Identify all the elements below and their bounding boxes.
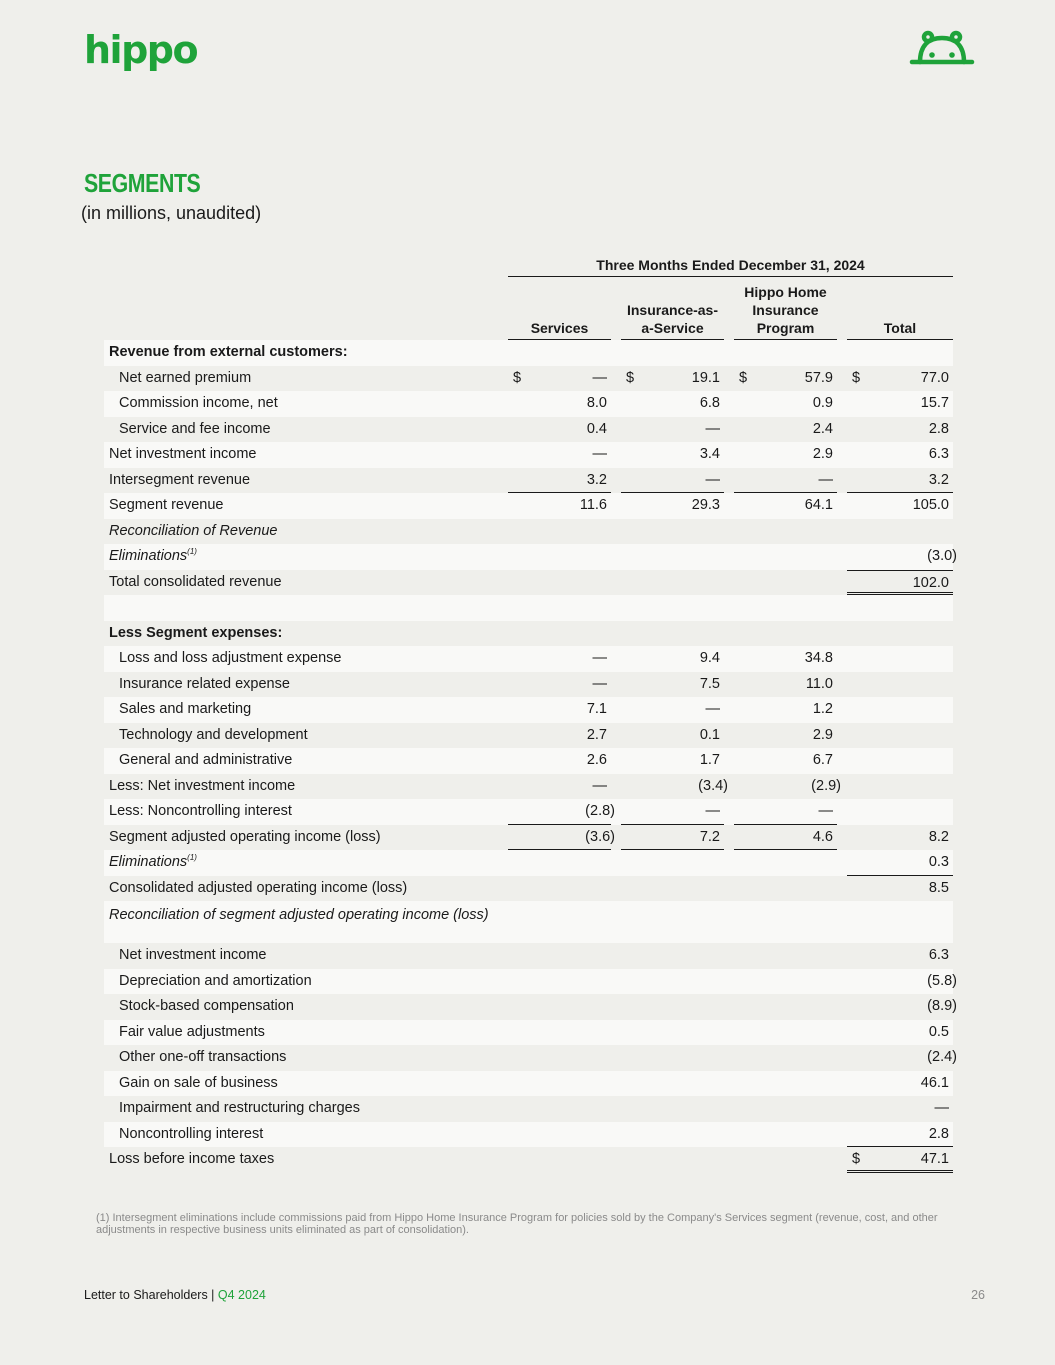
cell-value: —	[705, 701, 720, 717]
table-row	[104, 1020, 953, 1046]
cell-col-3	[734, 595, 837, 621]
cell-col-4	[847, 417, 953, 443]
cell-col-3	[734, 994, 837, 1020]
cell-value: 8.5	[928, 879, 949, 896]
cell-col-4	[847, 621, 953, 647]
cell-value: 9.4	[699, 650, 720, 666]
hippo-logo: hippo	[84, 28, 198, 72]
cell-col-1	[508, 723, 611, 749]
table-row	[104, 340, 953, 366]
cell-col-3	[734, 340, 837, 366]
row-label: Less Segment expenses:	[109, 624, 283, 641]
cell-value: 6.7	[812, 752, 833, 768]
cell-col-3	[734, 1122, 837, 1148]
row-label: Eliminations$^{(1)}$	[109, 853, 197, 870]
row-label: Insurance related expense	[119, 675, 290, 692]
cell-value: 57.9	[804, 369, 833, 386]
cell-value: 105.0	[912, 497, 949, 513]
cell-col-3	[734, 646, 837, 672]
cell-value: 6.3	[928, 446, 949, 462]
cell-col-4	[847, 391, 953, 417]
row-label: Less: Noncontrolling interest	[109, 803, 292, 819]
cell-col-2	[621, 1122, 724, 1148]
cell-col-3	[734, 1071, 837, 1097]
table-row	[104, 748, 953, 774]
cell-value: (3.0)	[927, 548, 957, 564]
cell-col-2	[621, 340, 724, 366]
cell-value: (2.8)	[585, 803, 615, 819]
cell-col-4	[847, 901, 953, 927]
cell-col-4	[847, 646, 953, 672]
cell-value: —	[934, 1100, 949, 1116]
hippo-head-icon	[908, 28, 976, 68]
cell-col-1	[508, 672, 611, 698]
cell-value: 0.9	[812, 395, 833, 411]
footer-title	[84, 1288, 266, 1302]
row-label: General and administrative	[119, 752, 293, 768]
cell-value: 64.1	[804, 497, 833, 513]
period-header: Three Months Ended December 31, 2024	[508, 254, 953, 277]
table-row	[104, 595, 953, 621]
cell-col-2	[621, 876, 724, 902]
table-row	[104, 994, 957, 1020]
page-title: SEGMENTS	[84, 168, 201, 198]
cell-col-4	[847, 672, 953, 698]
table-row	[104, 969, 957, 995]
cell-col-4	[847, 442, 953, 468]
row-label: Other one-off transactions	[119, 1049, 287, 1065]
cell-value: (2.9)	[811, 777, 841, 794]
cell-col-4	[847, 1020, 953, 1046]
cell-col-1	[508, 799, 615, 825]
cell-col-3	[734, 723, 837, 749]
currency-sign: $	[626, 369, 635, 386]
cell-col-1	[508, 697, 611, 723]
cell-col-3	[734, 825, 837, 851]
table-row	[104, 901, 953, 943]
cell-col-3	[734, 672, 837, 698]
table-row	[104, 799, 953, 825]
cell-col-2	[621, 697, 724, 723]
cell-value: —	[705, 471, 720, 488]
row-label: Depreciation and amortization	[119, 972, 312, 989]
page-subtitle: (in millions, unaudited)	[81, 203, 262, 223]
cell-col-2	[621, 442, 724, 468]
footnote: (1) Intersegment eliminations include commissions paid from Hippo Home Insurance Program for policies sold by the Company's Services segment (revenue, cost, and other adjustments in respective business units eliminated as part of consolidation).	[96, 1212, 938, 1236]
cell-col-3	[734, 969, 837, 995]
cell-col-3	[734, 493, 837, 519]
table-row	[104, 876, 953, 902]
table-row	[104, 646, 953, 672]
cell-col-3	[734, 417, 837, 443]
cell-col-1	[508, 994, 611, 1020]
table-row	[104, 1147, 953, 1173]
cell-value: 8.2	[928, 828, 949, 845]
cell-value: —	[705, 420, 720, 437]
cell-col-3	[734, 1147, 837, 1173]
currency-sign: $	[852, 369, 861, 386]
cell-col-3	[734, 544, 837, 570]
cell-col-4	[847, 799, 953, 825]
row-label: Segment adjusted operating income (loss)	[109, 828, 381, 845]
cell-col-4	[847, 748, 953, 774]
cell-value: 2.8	[928, 420, 949, 437]
cell-col-2	[621, 672, 724, 698]
cell-col-1	[508, 876, 611, 902]
cell-col-2	[621, 901, 724, 927]
cell-col-2	[621, 994, 724, 1020]
cell-value: —	[592, 675, 607, 692]
cell-value: (5.8)	[927, 972, 957, 989]
row-label: Fair value adjustments	[119, 1023, 265, 1040]
table-row	[104, 391, 953, 417]
cell-col-1	[508, 519, 611, 545]
row-label: Gain on sale of business	[119, 1074, 278, 1091]
cell-value: —	[592, 446, 607, 462]
table-row	[104, 825, 953, 851]
cell-col-1	[508, 969, 611, 995]
table-row	[104, 850, 953, 876]
cell-col-3	[734, 774, 841, 800]
cell-value: —	[592, 777, 607, 794]
column-header: Hippo Home Insurance Program	[734, 283, 837, 340]
cell-value: 1.7	[699, 752, 720, 768]
row-label: Noncontrolling interest	[119, 1125, 264, 1142]
cell-col-2	[621, 366, 724, 392]
table-row	[104, 774, 953, 800]
footer-doc-name: Letter to Shareholders |	[84, 1288, 218, 1302]
cell-col-3	[734, 876, 837, 902]
cell-col-1	[508, 825, 615, 851]
cell-col-1	[508, 417, 611, 443]
cell-value: 0.5	[928, 1023, 949, 1040]
table-row	[104, 1096, 953, 1122]
cell-col-2	[621, 1147, 724, 1173]
cell-value: 77.0	[920, 369, 949, 386]
cell-value: 47.1	[920, 1151, 949, 1167]
row-label: Consolidated adjusted operating income (loss)	[109, 879, 408, 896]
row-label: Eliminations$^{(1)}$	[109, 547, 197, 564]
cell-value: 11.6	[579, 497, 607, 513]
column-header: Total	[847, 319, 953, 340]
cell-col-3	[734, 366, 837, 392]
cell-col-2	[621, 544, 724, 570]
table-row	[104, 544, 957, 570]
cell-value: 1.2	[812, 701, 833, 717]
cell-col-4	[847, 994, 957, 1020]
cell-col-3	[734, 799, 837, 825]
cell-value: 3.4	[699, 446, 720, 462]
table-row	[104, 519, 953, 545]
table-row	[104, 1071, 953, 1097]
cell-col-1	[508, 748, 611, 774]
cell-value: (3.6)	[585, 828, 615, 845]
table-row	[104, 723, 953, 749]
cell-col-1	[508, 544, 611, 570]
cell-col-3	[734, 1096, 837, 1122]
cell-col-1	[508, 1122, 611, 1148]
cell-col-3	[734, 442, 837, 468]
cell-col-2	[621, 1020, 724, 1046]
cell-value: —	[705, 803, 720, 819]
cell-col-4	[847, 943, 953, 969]
cell-col-2	[621, 943, 724, 969]
cell-value: (8.9)	[927, 998, 957, 1014]
table-row	[104, 493, 953, 519]
cell-value: 2.6	[586, 752, 607, 768]
cell-col-2	[621, 850, 724, 876]
cell-col-2	[621, 570, 724, 596]
row-label: Reconciliation of segment adjusted operating income (loss)	[109, 907, 489, 923]
cell-col-4	[847, 850, 953, 876]
row-label: Net investment income	[119, 947, 267, 963]
cell-value: 11.0	[805, 675, 833, 692]
cell-col-3	[734, 1020, 837, 1046]
cell-value: —	[592, 369, 607, 386]
cell-col-4	[847, 825, 953, 851]
cell-col-1	[508, 621, 611, 647]
cell-col-1	[508, 1071, 611, 1097]
row-label: Intersegment revenue	[109, 471, 251, 488]
cell-col-4	[847, 723, 953, 749]
cell-value: 6.8	[699, 395, 720, 411]
cell-col-3	[734, 943, 837, 969]
table-row	[104, 570, 953, 596]
cell-col-4	[847, 366, 953, 392]
table-row	[104, 672, 953, 698]
table-row	[104, 417, 953, 443]
cell-col-2	[621, 468, 724, 494]
cell-col-4	[847, 519, 953, 545]
cell-value: 2.8	[928, 1125, 949, 1142]
cell-col-2	[621, 969, 724, 995]
cell-col-4	[847, 595, 953, 621]
row-label: Segment revenue	[109, 497, 224, 513]
row-label: Impairment and restructuring charges	[119, 1100, 360, 1116]
cell-col-1	[508, 1020, 611, 1046]
footer-quarter: Q4 2024	[217, 1288, 266, 1302]
table-row	[104, 943, 953, 969]
cell-col-4	[847, 1045, 957, 1071]
cell-col-2	[621, 621, 724, 647]
cell-col-3	[734, 748, 837, 774]
cell-col-1	[508, 1045, 611, 1071]
table-row	[104, 366, 953, 392]
cell-col-4	[847, 774, 953, 800]
row-label: Technology and development	[119, 726, 308, 743]
cell-col-4	[847, 340, 953, 366]
cell-col-2	[621, 799, 724, 825]
cell-value: 29.3	[691, 497, 720, 513]
cell-value: (2.4)	[927, 1049, 957, 1065]
cell-col-2	[621, 595, 724, 621]
row-label: Sales and marketing	[119, 701, 252, 717]
cell-col-3	[734, 901, 837, 927]
table-row	[104, 1045, 957, 1071]
cell-col-1	[508, 901, 611, 927]
row-label: Service and fee income	[119, 420, 271, 437]
cell-col-4	[847, 1147, 953, 1173]
cell-col-1	[508, 340, 611, 366]
cell-col-4	[847, 1122, 953, 1148]
page-number: 26	[971, 1288, 985, 1302]
cell-col-2	[621, 774, 728, 800]
cell-col-1	[508, 570, 611, 596]
table-row	[104, 1122, 953, 1148]
cell-col-2	[621, 1096, 724, 1122]
cell-col-1	[508, 850, 611, 876]
row-label: Loss and loss adjustment expense	[119, 650, 342, 666]
cell-col-4	[847, 697, 953, 723]
row-label: Less: Net investment income	[109, 777, 296, 794]
table-row	[104, 442, 953, 468]
cell-col-1	[508, 774, 611, 800]
table-row	[104, 468, 953, 494]
currency-sign: $	[513, 369, 522, 386]
cell-value: (3.4)	[698, 777, 728, 794]
table-row	[104, 621, 953, 647]
currency-sign: $	[852, 1151, 861, 1167]
cell-col-1	[508, 943, 611, 969]
cell-col-1	[508, 391, 611, 417]
cell-value: 3.2	[928, 471, 949, 488]
cell-col-4	[847, 1071, 953, 1097]
cell-value: —	[818, 803, 833, 819]
row-label: Net earned premium	[119, 369, 252, 386]
row-label: Net investment income	[109, 446, 257, 462]
cell-col-4	[847, 544, 957, 570]
cell-col-4	[847, 468, 953, 494]
cell-value: 2.7	[586, 726, 607, 743]
cell-col-2	[621, 825, 724, 851]
cell-col-2	[621, 519, 724, 545]
cell-col-3	[734, 391, 837, 417]
cell-col-2	[621, 646, 724, 672]
cell-col-1	[508, 493, 611, 519]
cell-value: 0.4	[586, 420, 607, 437]
cell-col-4	[847, 1096, 953, 1122]
row-label: Loss before income taxes	[109, 1151, 275, 1167]
cell-value: 0.3	[928, 854, 949, 870]
cell-col-4	[847, 493, 953, 519]
cell-value: 19.1	[691, 369, 720, 386]
cell-value: 3.2	[586, 471, 607, 488]
cell-value: 46.1	[920, 1074, 949, 1091]
cell-col-3	[734, 519, 837, 545]
cell-value: 6.3	[928, 947, 949, 963]
cell-value: 15.7	[920, 395, 949, 411]
cell-col-3	[734, 468, 837, 494]
cell-value: 4.6	[812, 828, 833, 845]
cell-col-4	[847, 969, 957, 995]
cell-col-3	[734, 621, 837, 647]
cell-col-1	[508, 1147, 611, 1173]
cell-value: 7.2	[699, 828, 720, 845]
cell-col-2	[621, 391, 724, 417]
cell-col-1	[508, 646, 611, 672]
cell-value: 2.4	[812, 420, 833, 437]
cell-value: 34.8	[804, 650, 833, 666]
cell-col-1	[508, 468, 611, 494]
cell-col-1	[508, 442, 611, 468]
column-headers	[104, 278, 953, 340]
row-label: Stock-based compensation	[119, 998, 294, 1014]
cell-col-3	[734, 1045, 837, 1071]
cell-value: 7.1	[586, 701, 607, 717]
table-body	[104, 340, 957, 1173]
cell-col-2	[621, 748, 724, 774]
row-label: Revenue from external customers:	[109, 344, 348, 360]
cell-col-3	[734, 850, 837, 876]
cell-value: 0.1	[699, 726, 720, 743]
cell-col-2	[621, 1045, 724, 1071]
cell-col-4	[847, 876, 953, 902]
row-label: Reconciliation of Revenue	[109, 522, 278, 539]
cell-value: —	[592, 650, 607, 666]
cell-col-2	[621, 493, 724, 519]
row-label: Commission income, net	[119, 395, 278, 411]
cell-value: 2.9	[812, 446, 833, 462]
cell-value: 2.9	[812, 726, 833, 743]
table-row	[104, 697, 953, 723]
cell-col-3	[734, 697, 837, 723]
cell-value: 8.0	[586, 395, 607, 411]
cell-value: 102.0	[912, 574, 949, 591]
cell-col-1	[508, 1096, 611, 1122]
currency-sign: $	[739, 369, 748, 386]
cell-col-4	[847, 570, 953, 596]
column-header: Insurance-as- a-Service	[621, 301, 724, 340]
cell-col-2	[621, 417, 724, 443]
column-header: Services	[508, 319, 611, 340]
cell-col-3	[734, 570, 837, 596]
row-label: Total consolidated revenue	[109, 573, 282, 590]
cell-col-1	[508, 366, 611, 392]
cell-value: —	[818, 471, 833, 488]
cell-col-2	[621, 1071, 724, 1097]
cell-col-1	[508, 595, 611, 621]
cell-col-2	[621, 723, 724, 749]
cell-value: 7.5	[699, 675, 720, 692]
